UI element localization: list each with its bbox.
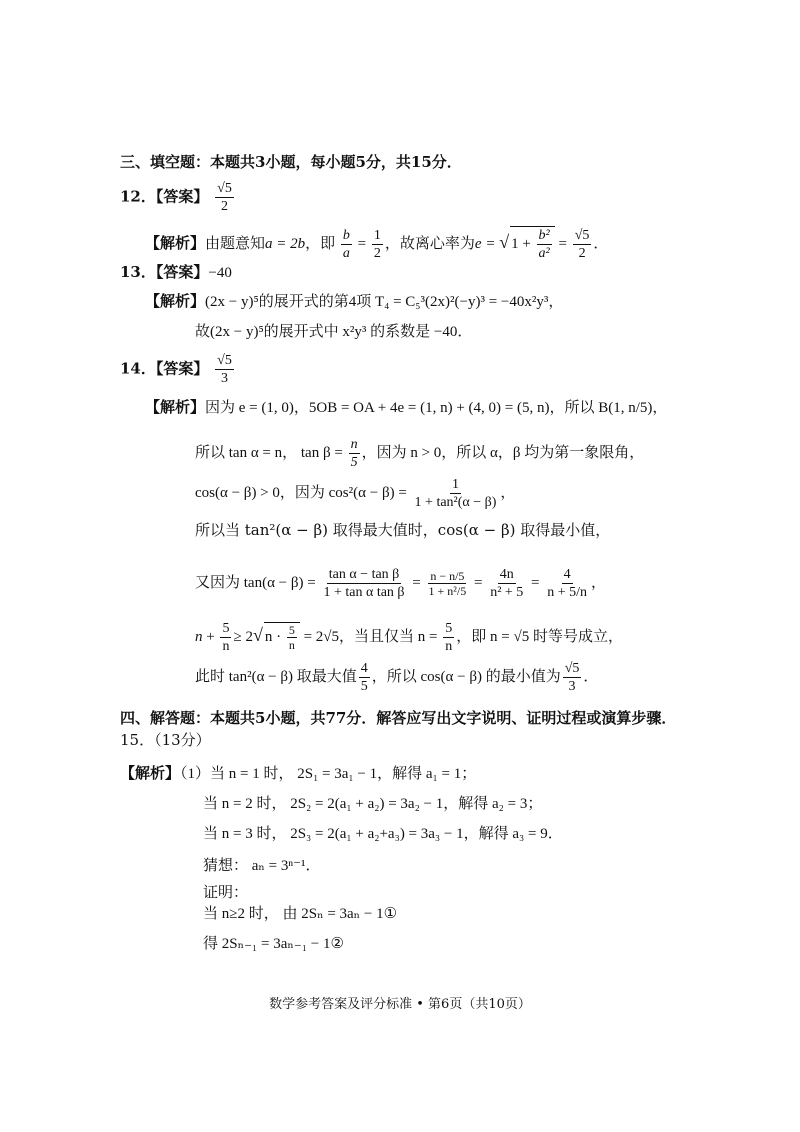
q14-tan-diff-fraction: $\frac{\text{tan α − tan β}}{\text{1 + tan α tan β}}$: [323, 567, 405, 600]
section-3-heading: 三、填空题：本题共3小题，每小题5分，共15分．: [120, 153, 462, 171]
q15-line2: 当 n = 2 时， 2S₂ = 2(a₁ + a₂) = 3a₂ − 1，解得 a₂ = 3；: [203, 796, 543, 812]
q14-analysis-line6: n + $\frac{5}{n}$ ≥ 2√ n · $\frac{5}{n}$ = 2√5，当且仅当 n = $\frac{5}{n}$ ，即 n = √5 时等号成立，: [195, 621, 623, 654]
q14-analysis-line3: cos(α − β) > 0，因为 cos²(α − β) = $\frac{1}{\text{1 + tan²(α − β)}}$ ，: [195, 477, 516, 510]
q12-analysis-line: 【解析】由题意知a = 2b，即 $\frac{b}{a}$ = $\frac{1}{2}$ ，故离心率为e = √ 1 + $\frac{\text{b²}}{\text{a²}}$ = $\frac{√5}{2}$ ．: [145, 228, 609, 261]
q15-line7: 得 2Sₙ₋₁ = 3aₙ₋₁ − 1②: [203, 936, 344, 952]
q14-4-5-fraction: $\frac{4}{5}$: [360, 661, 368, 694]
sqrt-symbol-icon: √: [499, 231, 510, 252]
q14-answer-line: [120, 352, 236, 387]
q15-line4: 猜想： aₙ = 3ⁿ⁻¹．: [203, 858, 321, 874]
q12-half-fraction: $\frac{1}{2}$: [373, 228, 381, 261]
q15-line5: 证明：: [203, 883, 249, 901]
q14-answer-numerator: √5: [217, 353, 232, 368]
q12-analysis-text1: 由题意知: [205, 235, 266, 252]
q14-4-over-fraction: $\frac{4}{n + 5/n}$: [547, 567, 588, 600]
q13-analysis-line1: [145, 292, 563, 312]
q14-answer-denominator: 3: [221, 371, 228, 386]
q14-analysis-line7: 此时 tan²(α − β) 取最大值 $\frac{4}{5}$ ，所以 cos(α − β) 的最小值为 $\frac{√5}{3}$ ．: [195, 661, 599, 694]
q14-analysis-tag: 【解析】: [145, 400, 206, 416]
q14-4n-fraction: $\frac{4n}{\text{n² + 5}}$: [490, 567, 524, 600]
q12-answer-denominator: 2: [221, 199, 228, 214]
q12-answer-fraction: [215, 180, 234, 215]
q14-n-over-5-fraction: $\frac{n}{5}$: [350, 437, 358, 470]
q14-5-over-n-fraction: $\frac{5}{n}$: [222, 621, 230, 654]
q14-label: 14．【答案】: [120, 359, 209, 378]
q12-analysis-eq1: a = 2b: [265, 235, 306, 252]
q12-result-fraction: $\frac{√5}{2}$: [574, 228, 590, 261]
q14-analysis-line1: [145, 398, 667, 418]
q12-analysis-tag: 【解析】: [145, 235, 206, 252]
q12-radicand: 1 + $\frac{\text{b²}}{\text{a²}}$: [510, 226, 555, 262]
q15-line6: 当 n≥2 时， 由 2Sₙ = 3aₙ − 1①: [203, 906, 398, 922]
q14-answer-fraction: [215, 352, 234, 387]
q14-5-over-n-fraction-2: $\frac{5}{n}$: [445, 621, 453, 654]
page-footer: 数学参考答案及评分标准 • 第6页（共10页）: [269, 997, 531, 1012]
q12-answer-line: [120, 180, 236, 215]
q12-analysis-text3: ，故离心率为: [384, 235, 475, 252]
q13-label: 13．【答案】: [120, 263, 209, 281]
q14-analysis-text1: 因为 e = (1, 0)，5OB = OA + 4e = (1, n) + (4, 0) = (5, n)，所以 B(1, n/5)，: [205, 400, 668, 416]
q13-answer: −40: [208, 265, 232, 281]
q14-result-fraction: $\frac{√5}{3}$: [564, 661, 580, 694]
q14-analysis-line5: 又因为 tan(α − β) = $\frac{\text{tan α − tan β}}{\text{1 + tan α tan β}}$ = $\frac{n - n/5}{\text{1 + n²/5}}$ = $\frac{4n}{\text{n² + 5}}$ = $\frac{4}{n + 5/n}$ ，: [195, 567, 607, 600]
q12-analysis-text2: ，即: [305, 235, 336, 252]
q14-analysis-line2: 所以 tan α = n， tan β = $\frac{n}{5}$ ，因为 n > 0，所以 α，β 均为第一象限角，: [195, 437, 645, 470]
q13-analysis-tag: 【解析】: [145, 294, 206, 310]
q12-label: 12．【答案】: [120, 187, 209, 206]
q13-analysis-text1: (2x − y)⁵的展开式的第4项 T₄ = C₅³(2x)²(−y)³ = −40x²y³，: [205, 294, 564, 310]
q12-ratio-fraction: $\frac{b}{a}$: [342, 228, 350, 261]
q15-analysis-tag: 【解析】: [120, 766, 181, 782]
q13-analysis-line2: 故(2x − y)⁵的展开式中 x²y³ 的系数是 −40．: [195, 324, 473, 340]
q13-answer-line: [120, 262, 232, 283]
q12-answer-numerator: √5: [217, 181, 232, 196]
q14-analysis-line4: 所以当 tan²(α − β) 取得最大值时，cos(α − β) 取得最小值，: [195, 521, 611, 539]
section-4-heading: 四、解答题：本题共5小题，共77分．解答应写出文字说明、证明过程或演算步骤．: [120, 709, 677, 727]
q14-cos2-fraction: $\frac{1}{\text{1 + tan²(α − β)}}$: [414, 477, 497, 510]
q12-analysis-eq2: e =: [474, 235, 496, 252]
q14-n-fraction: $\frac{n - n/5}{\text{1 + n²/5}}$: [428, 569, 467, 598]
q15-line3: 当 n = 3 时， 2S₃ = 2(a₁ + a₂+a₃) = 3a₃ − 1，解得 a₃ = 9．: [203, 826, 563, 842]
q15-line1: 【解析】（1）当 n = 1 时， 2S₁ = 3a₁ − 1，解得 a₁ = 1；: [120, 766, 477, 782]
q15-label: 15．（13分）: [120, 731, 211, 749]
